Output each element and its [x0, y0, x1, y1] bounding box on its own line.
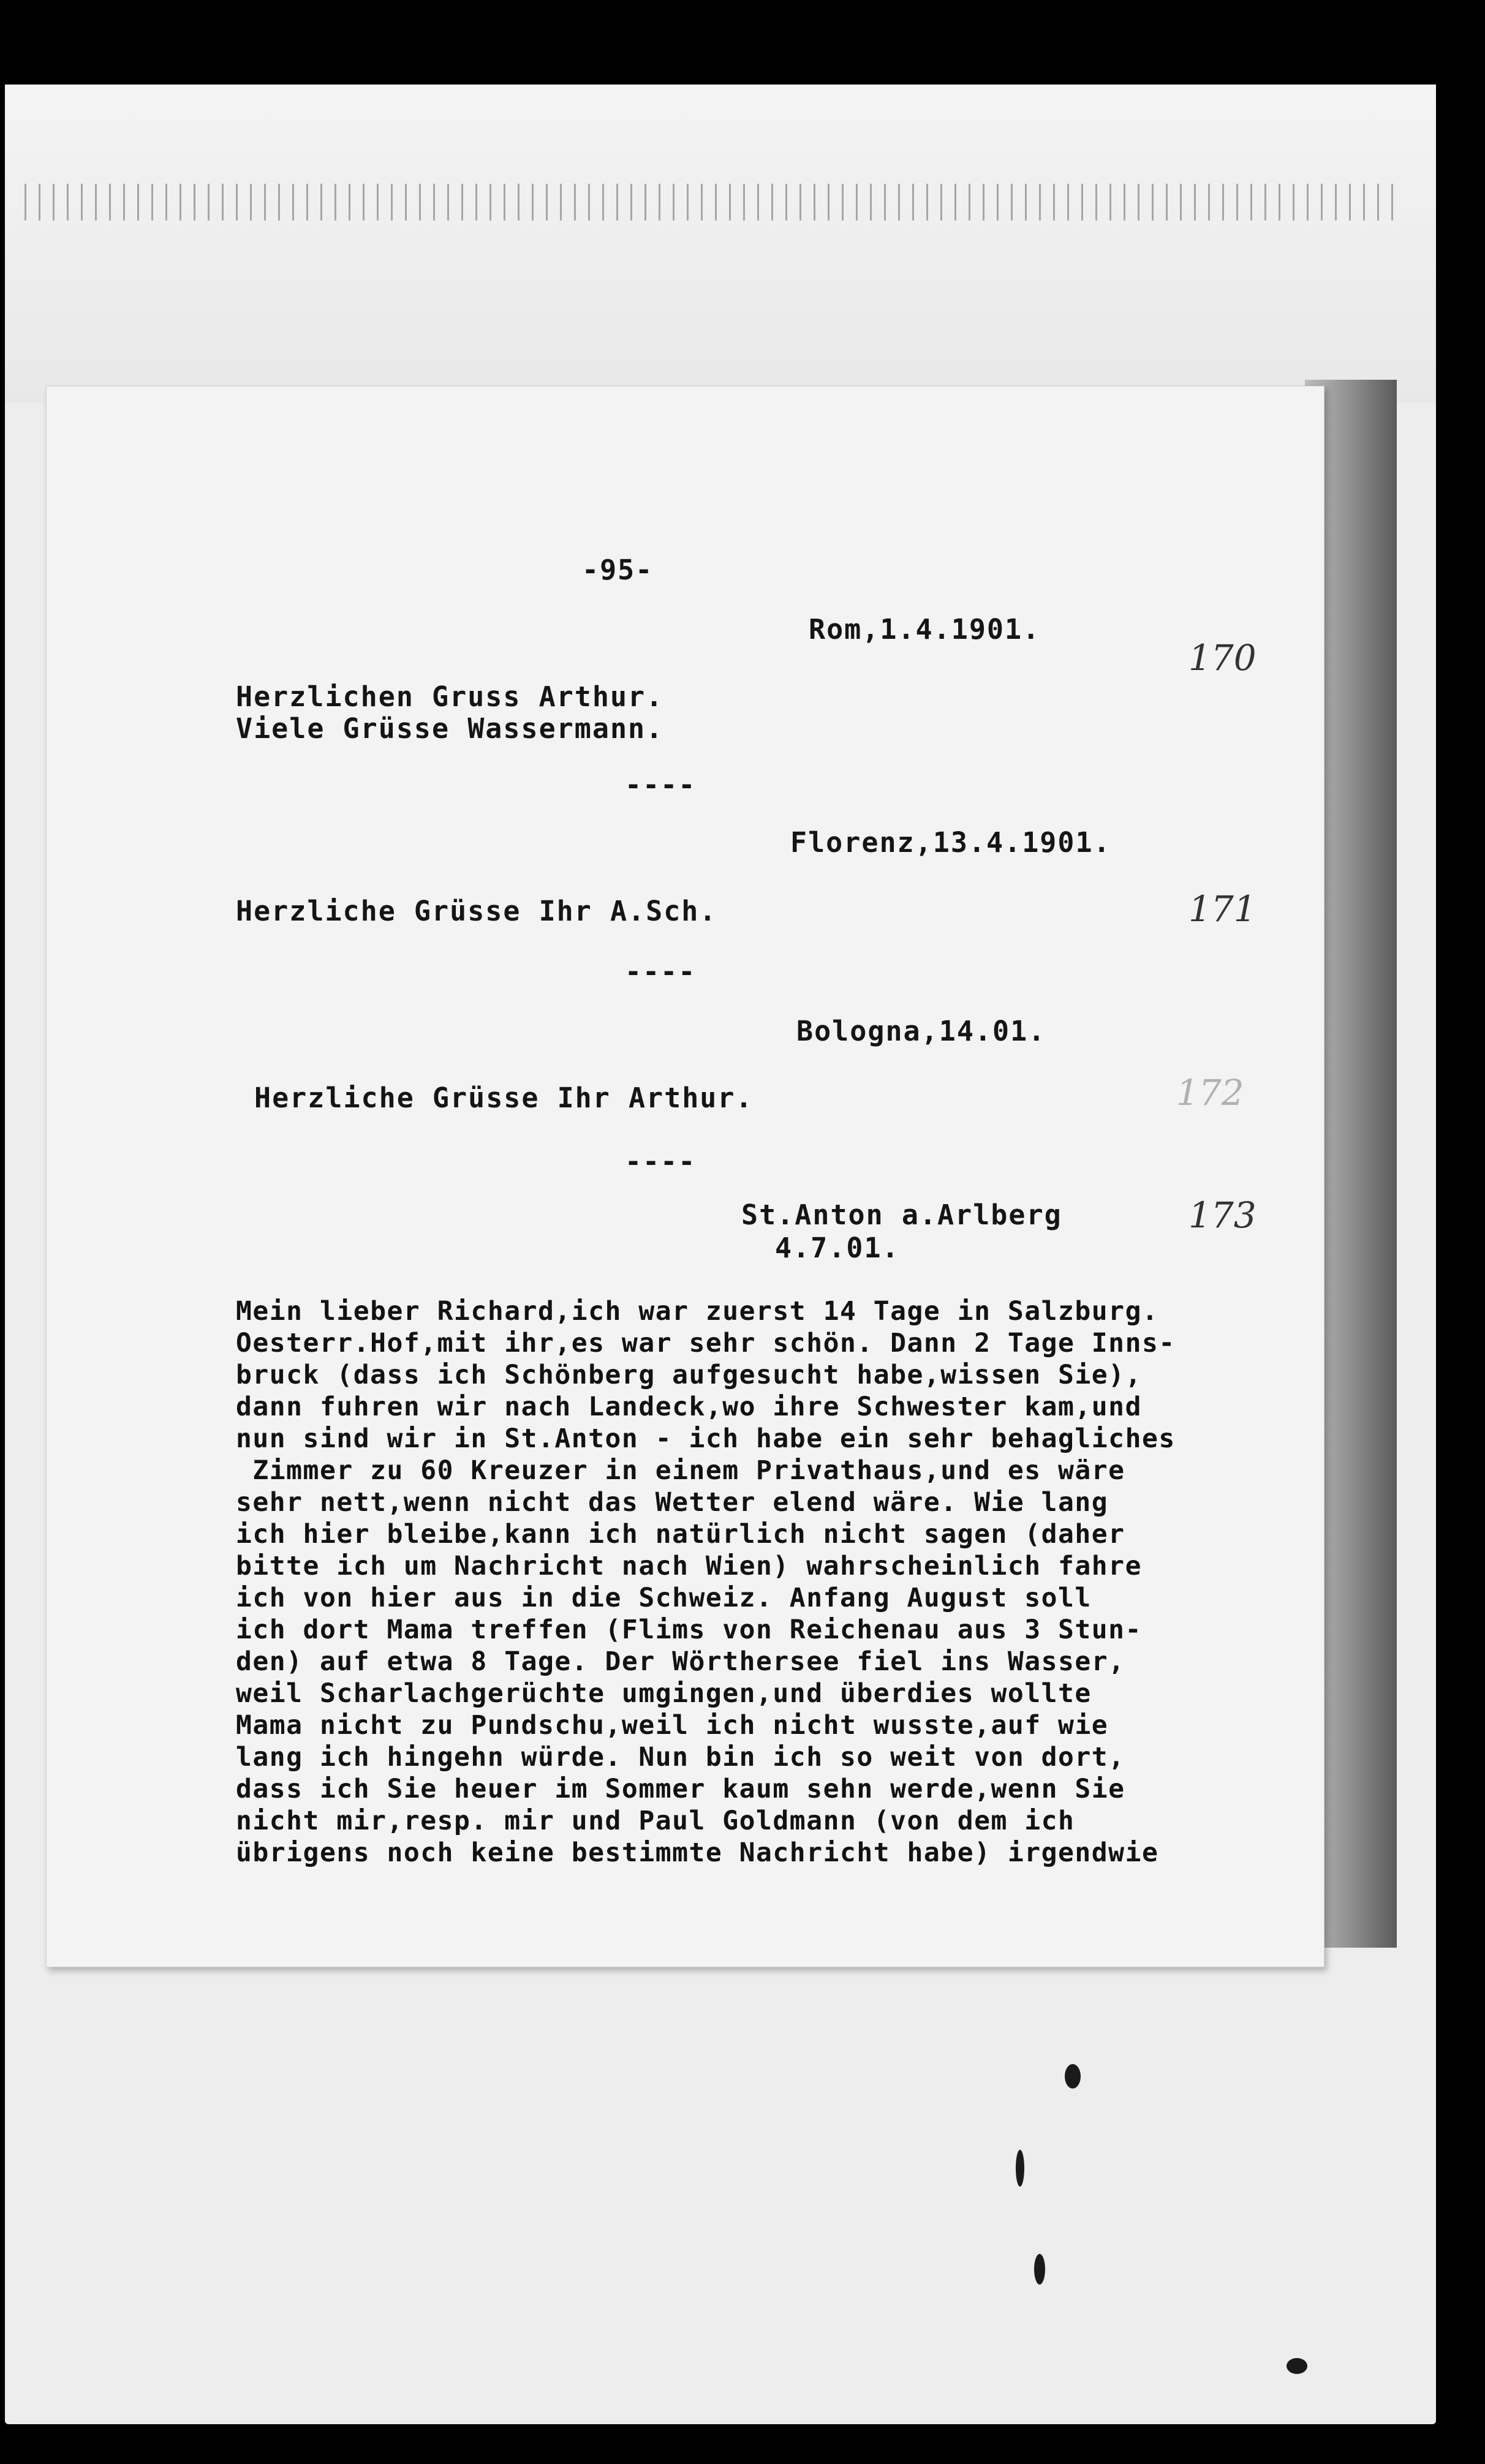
letter-line: nicht mir,resp. mir und Paul Goldmann (von dem ich	[236, 1806, 1075, 1836]
letter-line: lang ich hingehn würde. Nun bin ich so weit von dort,	[236, 1742, 1125, 1773]
letter-line: bruck (dass ich Schönberg aufgesucht habe,wissen Sie),	[236, 1360, 1142, 1390]
letter-line: Zimmer zu 60 Kreuzer in einem Privathaus,und es wäre	[236, 1455, 1125, 1486]
letter-line: dass ich Sie heuer im Sommer kaum sehn werde,wenn Sie	[236, 1774, 1125, 1804]
entry-1-greeting-line-1: Herzlichen Gruss Arthur.	[236, 680, 664, 713]
scan-speck	[1016, 2150, 1024, 2187]
entry-3-place-date: Bologna,14.01.	[796, 1015, 1046, 1047]
letter-line: dann fuhren wir nach Landeck,wo ihre Schwester kam,und	[236, 1392, 1142, 1422]
letter-line: bitte ich um Nachricht nach Wien) wahrscheinlich fahre	[236, 1551, 1142, 1581]
letter-line: übrigens noch keine bestimmte Nachricht habe) irgendwie	[236, 1837, 1159, 1868]
separator-1: ----	[625, 769, 697, 801]
entry-2-place-date: Florenz,13.4.1901.	[790, 826, 1111, 859]
letter-line: den) auf etwa 8 Tage. Der Wörthersee fiel ins Wasser,	[236, 1646, 1125, 1677]
entry-2-archive-number: 171	[1188, 888, 1256, 930]
entry-1-archive-number: 170	[1188, 637, 1256, 679]
entry-3-archive-number: 172	[1176, 1072, 1244, 1113]
perforation-marks	[25, 184, 1403, 220]
entry-4-archive-number: 173	[1188, 1194, 1256, 1236]
page-number: -95-	[582, 554, 654, 586]
scan-speck	[1065, 2064, 1081, 2089]
letter-body	[236, 1295, 1290, 1869]
entry-3-greeting-line-1: Herzliche Grüsse Ihr Arthur.	[254, 1082, 754, 1114]
backing-top-strip	[5, 85, 1436, 403]
scan-speck	[1287, 2358, 1307, 2374]
separator-2: ----	[625, 955, 697, 988]
entry-1-place-date: Rom,1.4.1901.	[809, 613, 1041, 646]
entry-4-place-line-2: 4.7.01.	[775, 1232, 900, 1264]
entry-2-greeting-line-1: Herzliche Grüsse Ihr A.Sch.	[236, 895, 717, 927]
letter-line: sehr nett,wenn nicht das Wetter elend wäre. Wie lang	[236, 1487, 1109, 1518]
letter-line: Oesterr.Hof,mit ihr,es war sehr schön. Dann 2 Tage Inns-	[236, 1328, 1176, 1358]
letter-line: Mama nicht zu Pundschu,weil ich nicht wusste,auf wie	[236, 1710, 1109, 1741]
separator-3: ----	[625, 1145, 697, 1178]
letter-line: Mein lieber Richard,ich war zuerst 14 Tage in Salzburg.	[236, 1296, 1159, 1327]
letter-line: ich dort Mama treffen (Flims von Reichenau aus 3 Stun-	[236, 1614, 1142, 1645]
letter-line: ich hier bleibe,kann ich natürlich nicht sagen (daher	[236, 1519, 1125, 1550]
letter-line: nun sind wir in St.Anton - ich habe ein sehr behagliches	[236, 1423, 1176, 1454]
entry-1-greeting-line-2: Viele Grüsse Wassermann.	[236, 712, 664, 745]
letter-line: weil Scharlachgerüchte umgingen,und überdies wollte	[236, 1678, 1092, 1709]
scan-speck	[1034, 2254, 1045, 2285]
letter-line: ich von hier aus in die Schweiz. Anfang August soll	[236, 1583, 1092, 1613]
entry-4-place-line-1: St.Anton a.Arlberg	[741, 1199, 1062, 1231]
